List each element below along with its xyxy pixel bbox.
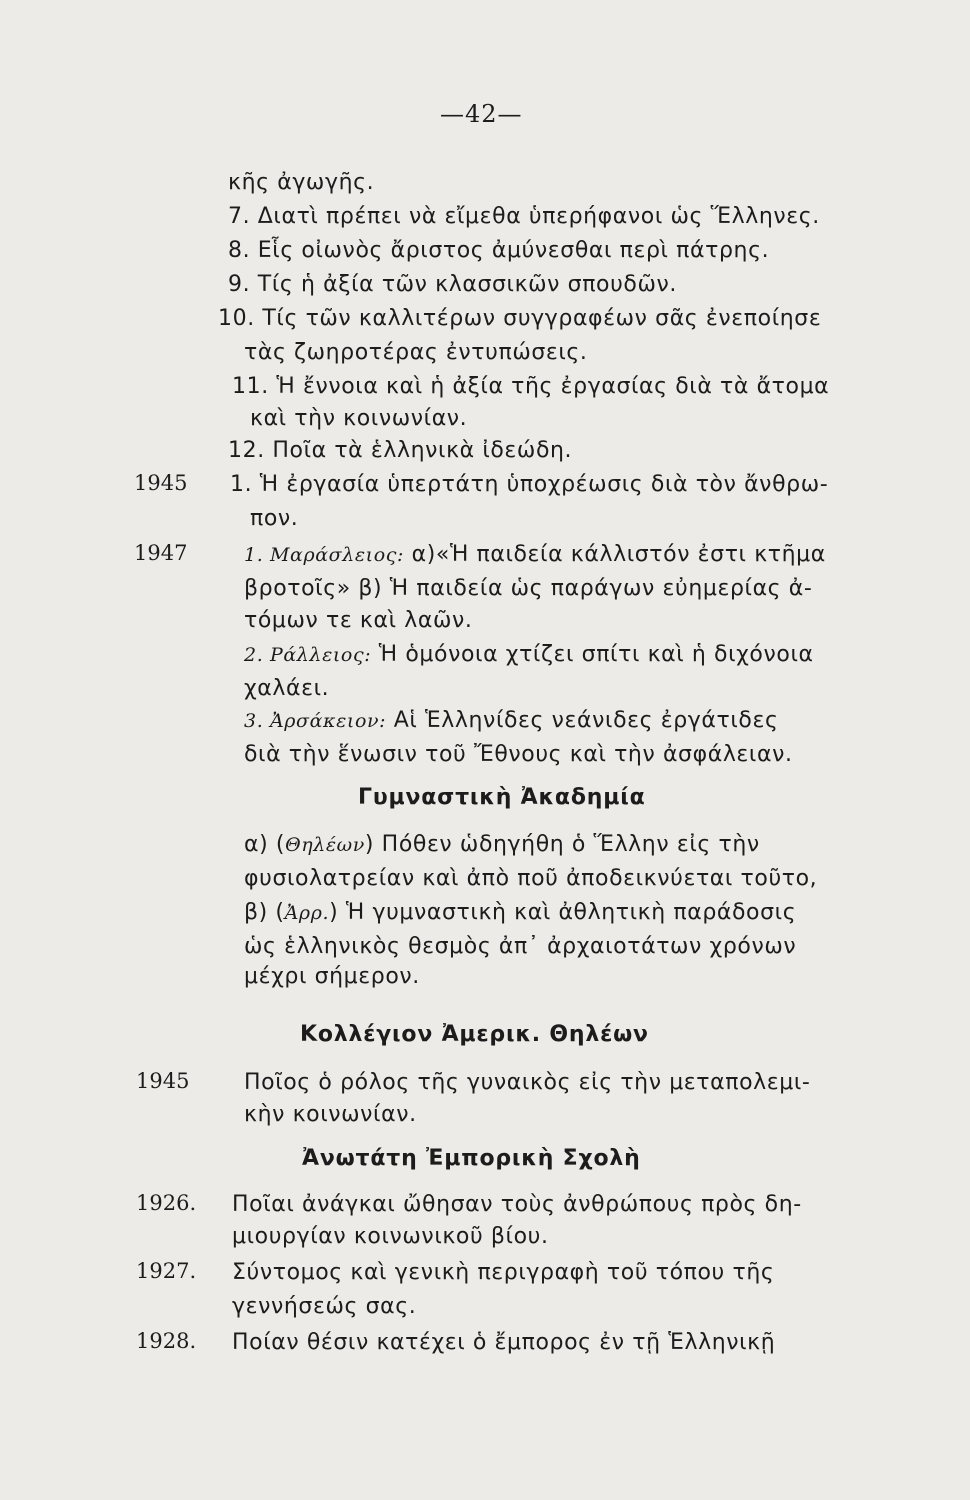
topic-text: Αἱ Ἑλληνίδες νεάνιδες ἐργάτιδες (386, 708, 779, 733)
list-item-10-cont: τὰς ζωηροτέρας ἐντυπώσεις. (244, 340, 588, 365)
list-item-11-cont: καὶ τὴν κοινωνίαν. (250, 406, 468, 431)
topic-text: ) Πόθεν ὡδηγήθη ὁ Ἕλλην εἰς τὴν (364, 832, 760, 857)
list-item-11: 11. Ἡ ἔννοια καὶ ἡ ἀξία τῆς ἐργασίας διὰ τὰ ἄτομα (232, 374, 830, 399)
school-name: 3. Ἀρσάκειον: (244, 710, 387, 732)
topic-text: α)«Ἡ παιδεία κάλλιστόν ἐστι κτῆμα (404, 542, 826, 567)
text-line: χαλάει. (244, 676, 330, 701)
year-label: 1947 (134, 541, 188, 565)
section-heading: Γυμναστικὴ Ἀκαδημία (358, 785, 646, 810)
section-heading: Κολλέγιον Ἀμερικ. Θηλέων (300, 1022, 649, 1047)
text-fragment: α) ( (244, 832, 286, 857)
text-line (244, 540, 826, 570)
text-line: κὴν κοινωνίαν. (244, 1102, 417, 1127)
text-line: Σύντομος καὶ γενικὴ περιγραφὴ τοῦ τόπου τῆς (232, 1260, 775, 1285)
list-item-10: 10. Τίς τῶν καλλιτέρων συγγραφέων σᾶς ἐνεποίησε (218, 306, 822, 331)
category-label: Θηλέων (285, 834, 365, 856)
text-line: γεννήσεώς σας. (232, 1294, 417, 1319)
text-fragment: β) ( (244, 900, 285, 925)
school-name: 2. Ράλλειος: (244, 644, 372, 666)
list-item-9: 9. Τίς ἡ ἀξία τῶν κλασσικῶν σπουδῶν. (228, 272, 677, 297)
list-item-7: 7. Διατὶ πρέπει νὰ εἴμεθα ὑπερήφανοι ὡς Ἕλληνες. (228, 204, 820, 229)
page-number: —42— (440, 100, 523, 128)
text-line: διὰ τὴν ἕνωσιν τοῦ Ἔθνους καὶ τὴν ἀσφάλειαν. (244, 742, 793, 767)
topic-text: Ἡ ὁμόνοια χτίζει σπίτι καὶ ἡ διχόνοια (371, 642, 814, 667)
text-line: Ποίαν θέσιν κατέχει ὁ ἔμπορος ἐν τῇ Ἑλληνικῇ (232, 1330, 776, 1355)
text-line: Ποῖος ὁ ρόλος τῆς γυναικὸς εἰς τὴν μεταπολεμι- (244, 1070, 811, 1095)
text-line: Ποῖαι ἀνάγκαι ὤθησαν τοὺς ἀνθρώπους πρὸς δη- (232, 1192, 802, 1217)
text-line (244, 830, 760, 860)
year-label: 1926. (136, 1191, 197, 1215)
text-line (244, 640, 814, 670)
list-item-12: 12. Ποῖα τὰ ἑλληνικὰ ἰδεώδη. (228, 438, 573, 463)
text-line: κῆς ἀγωγῆς. (228, 170, 375, 195)
text-line (244, 706, 778, 736)
text-line: μέχρι σήμερον. (244, 964, 420, 989)
topic-text: ) Ἡ γυμναστικὴ καὶ ἀθλητικὴ παράδοσις (329, 900, 797, 925)
category-label: Ἀρρ. (284, 902, 330, 924)
section-heading: Ἀνωτάτη Ἐμπορικὴ Σχολὴ (302, 1146, 641, 1171)
list-item-8: 8. Εἷς οἰωνὸς ἄριστος ἀμύνεσθαι περὶ πάτρης. (228, 238, 770, 263)
text-line: 1. Ἡ ἐργασία ὑπερτάτη ὑποχρέωσις διὰ τὸν ἄνθρω- (230, 472, 829, 497)
year-label: 1945 (136, 1069, 190, 1093)
text-line: πον. (250, 506, 299, 531)
year-label: 1928. (136, 1329, 197, 1353)
text-line: ὡς ἑλληνικὸς θεσμὸς ἀπ᾿ ἀρχαιοτάτων χρόνων (244, 934, 797, 959)
text-line: βροτοῖς» β) Ἡ παιδεία ὡς παράγων εὐημερίας ἀ- (244, 576, 813, 601)
text-line: τόμων τε καὶ λαῶν. (244, 608, 473, 633)
text-line (244, 898, 796, 928)
text-line: μιουργίαν κοινωνικοῦ βίου. (232, 1224, 549, 1249)
school-name: 1. Μαράσλειος: (244, 544, 404, 566)
text-line: φυσιολατρείαν καὶ ἀπὸ ποῦ ἀποδεικνύεται τοῦτο, (244, 866, 818, 891)
year-label: 1945 (134, 471, 188, 495)
year-label: 1927. (136, 1259, 197, 1283)
